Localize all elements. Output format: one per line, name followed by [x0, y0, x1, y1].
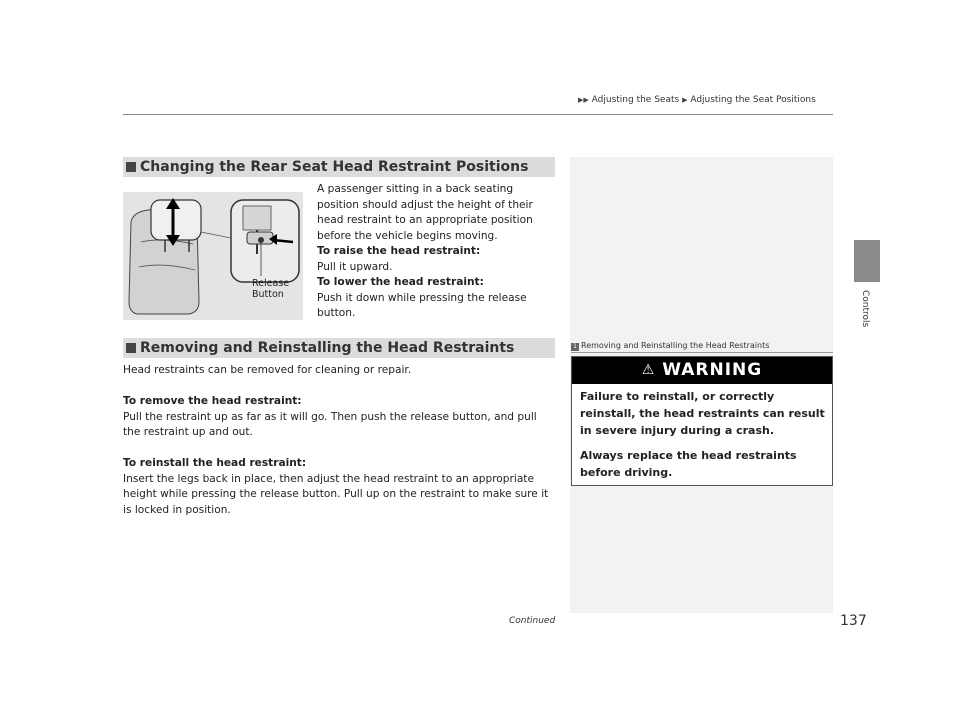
section2-intro: Head restraints can be removed for cleaning or repair.	[123, 364, 412, 376]
page-number: 137	[840, 613, 867, 629]
note-title	[571, 341, 769, 351]
release-button-callout	[252, 278, 289, 300]
section1-intro: A passenger sitting in a back seating position should adjust the height of their head restraint to an appropriate position before the vehicle begins moving.	[317, 183, 533, 242]
warning-label: WARNING	[662, 360, 763, 380]
warning-triangle-icon: ⚠	[641, 362, 656, 378]
warning-bar	[572, 357, 832, 384]
raise-text: Pull it upward.	[317, 260, 393, 273]
warning-text-1: Failure to reinstall, or correctly reinstall, the head restraints can result in severe injury during a crash.	[580, 390, 825, 437]
breadcrumb-arrow-icon: ▶▶	[578, 96, 589, 104]
callout-line-2: Button	[252, 289, 284, 300]
warning-text	[580, 388, 828, 481]
section-square-icon	[126, 343, 136, 353]
warning-box	[571, 356, 833, 486]
section-heading-text: Removing and Reinstalling the Head Restraints	[140, 340, 515, 356]
header-rule	[123, 114, 833, 115]
section1-body	[317, 182, 557, 322]
note-rule	[571, 352, 833, 353]
lower-text: Push it down while pressing the release button.	[317, 291, 527, 319]
seat-head-restraint-icon	[123, 192, 303, 320]
breadcrumb	[578, 95, 816, 105]
remove-text: Pull the restraint up as far as it will go. Then push the release button, and pull the restraint up and out.	[123, 410, 537, 438]
warning-text-2: Always replace the head restraints before driving.	[580, 449, 797, 479]
section-heading-remove-reinstall	[123, 338, 555, 358]
section-heading-text: Changing the Rear Seat Head Restraint Positions	[140, 159, 529, 175]
raise-heading: To raise the head restraint:	[317, 245, 481, 257]
section2-body	[123, 363, 555, 518]
chapter-tab-text: Controls	[860, 290, 870, 328]
breadcrumb-part-1[interactable]: Adjusting the Seats	[591, 95, 680, 105]
breadcrumb-part-2[interactable]: Adjusting the Seat Positions	[690, 95, 816, 105]
continued-label: Continued	[509, 616, 556, 626]
chapter-tab-label	[852, 290, 882, 350]
lower-heading: To lower the head restraint:	[317, 276, 484, 288]
reinstall-text: Insert the legs back in place, then adjust the head restraint to an appropriate height while pressing the release button. Pull up on the restraint to make sure it is locked in position.	[123, 472, 549, 516]
reinstall-heading: To reinstall the head restraint:	[123, 457, 307, 469]
chapter-tab	[854, 240, 880, 282]
callout-line-1: Release	[252, 278, 290, 289]
note-title-text: Removing and Reinstalling the Head Restraints	[581, 341, 770, 350]
head-restraint-illustration	[123, 192, 303, 320]
section-heading-rear-head-restraint	[123, 157, 555, 177]
breadcrumb-arrow-icon: ▶	[682, 96, 688, 104]
section-square-icon	[126, 162, 136, 172]
remove-heading: To remove the head restraint:	[123, 395, 302, 407]
note-marker-icon: 1	[571, 343, 579, 351]
